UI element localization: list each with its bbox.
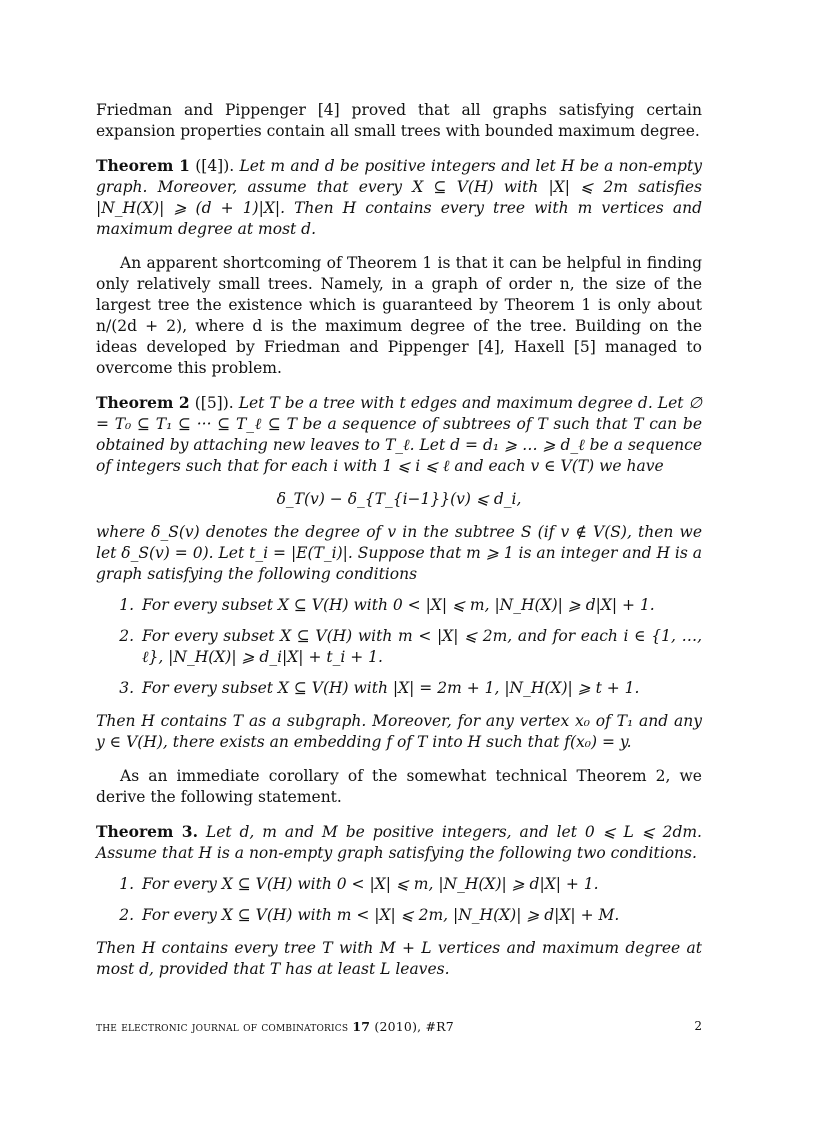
theorem-2-after-text: where δ_S(v) denotes the degree of v in the subtree S (if v ∉ V(S), then we let δ_S(v) = 0). Let t_i = |E(T_i)|. Suppose that m ⩾ 1 is an integer and H is a graph satisfying the following conditions xyxy=(96,523,702,583)
condition-item xyxy=(96,626,702,668)
condition-text: For every X ⊆ V(H) with m < |X| ⩽ 2m, |N_H(X)| ⩾ d|X| + M. xyxy=(142,906,620,924)
condition-number: 1. xyxy=(119,875,134,893)
theorem-3-conclusion xyxy=(96,938,702,980)
theorem-2-label: Theorem 2 xyxy=(96,393,190,412)
condition-number: 2. xyxy=(119,627,134,645)
condition-text: For every subset X ⊆ V(H) with 0 < |X| ⩽ m, |N_H(X)| ⩾ d|X| + 1. xyxy=(142,596,655,614)
page-body xyxy=(96,100,702,980)
theorem-3-text: Let d, m and M be positive integers, and let 0 ⩽ L ⩽ 2dm. Assume that H is a non-empty graph satisfying the following two conditions. xyxy=(96,823,702,862)
journal-year-id: (2010), #R7 xyxy=(374,1019,454,1034)
display-equation: δ_T(v) − δ_{T_{i−1}}(v) ⩽ d_i, xyxy=(276,490,522,508)
theorem-1-text: Let m and d be positive integers and let H be a non-empty graph. Moreover, assume that every X ⊆ V(H) with |X| ⩽ 2m satisfies |N_H(X)| ⩾ (d + 1)|X|. Then H contains every tree with m vertices and maximum degree at most d. xyxy=(96,157,702,238)
theorem-1 xyxy=(96,155,702,240)
condition-item xyxy=(96,905,702,926)
theorem-2 xyxy=(96,392,702,477)
theorem-2-conclusion-text: Then H contains T as a subgraph. Moreover, for any vertex x₀ of T₁ and any y ∈ V(H), there exists an embedding f of T into H such that f(x₀) = y. xyxy=(96,712,702,751)
condition-text: For every subset X ⊆ V(H) with m < |X| ⩽ 2m, and for each i ∈ {1, …, ℓ}, |N_H(X)| ⩾ d_i|X| + t_i + 1. xyxy=(142,627,702,666)
page-number: 2 xyxy=(694,1019,702,1033)
condition-text: For every X ⊆ V(H) with 0 < |X| ⩽ m, |N_H(X)| ⩾ d|X| + 1. xyxy=(142,875,599,893)
theorem-1-cite: ([4]). xyxy=(195,157,235,175)
theorem-3-conditions xyxy=(96,874,702,926)
theorem-2-cite: ([5]). xyxy=(194,394,234,412)
paragraph-2: An apparent shortcoming of Theorem 1 is that it can be helpful in finding only relatively small trees. Namely, in a graph of order n, the size of the largest tree the existence which is guaranteed by Theorem 1 is only about n/(2d + 2), where d is the maximum degree of the tree. Building on the ideas developed by Friedman and Pippenger [4], Haxell [5] managed to overcome this problem. xyxy=(96,254,702,377)
theorem-3-conclusion-text: Then H contains every tree T with M + L vertices and maximum degree at most d, provided that T has at least L leaves. xyxy=(96,939,702,978)
journal-citation xyxy=(96,1019,454,1034)
paragraph-3: As an immediate corollary of the somewhat technical Theorem 2, we derive the following statement. xyxy=(96,767,702,806)
journal-name: the electronic journal of combinatorics xyxy=(96,1019,349,1034)
theorem-3 xyxy=(96,821,702,864)
theorem-3-label: Theorem 3. xyxy=(96,822,198,841)
condition-text: For every subset X ⊆ V(H) with |X| = 2m + 1, |N_H(X)| ⩾ t + 1. xyxy=(142,679,640,697)
condition-item xyxy=(96,678,702,699)
journal-volume: 17 xyxy=(352,1019,371,1034)
page-footer xyxy=(96,1019,702,1034)
condition-number: 2. xyxy=(119,906,134,924)
theorem-1-label: Theorem 1 xyxy=(96,156,190,175)
theorem-2-text: Let T be a tree with t edges and maximum degree d. Let ∅ = T₀ ⊆ T₁ ⊆ ··· ⊆ T_ℓ ⊆ T be a sequence of subtrees of T such that T can be obtained by attaching new leaves to T_ℓ. Let d = d₁ ⩾ … ⩾ d_ℓ be a sequence of integers such that for each i with 1 ⩽ i ⩽ ℓ and each v ∈ V(T) we have xyxy=(96,394,702,475)
condition-number: 3. xyxy=(119,679,134,697)
condition-number: 1. xyxy=(119,596,134,614)
theorem-2-conditions xyxy=(96,595,702,699)
theorem-2-after xyxy=(96,522,702,585)
condition-item xyxy=(96,874,702,895)
condition-item xyxy=(96,595,702,616)
theorem-2-conclusion xyxy=(96,711,702,753)
intro-paragraph: Friedman and Pippenger [4] proved that all graphs satisfying certain expansion properties contain all small trees with bounded maximum degree. xyxy=(96,101,702,140)
